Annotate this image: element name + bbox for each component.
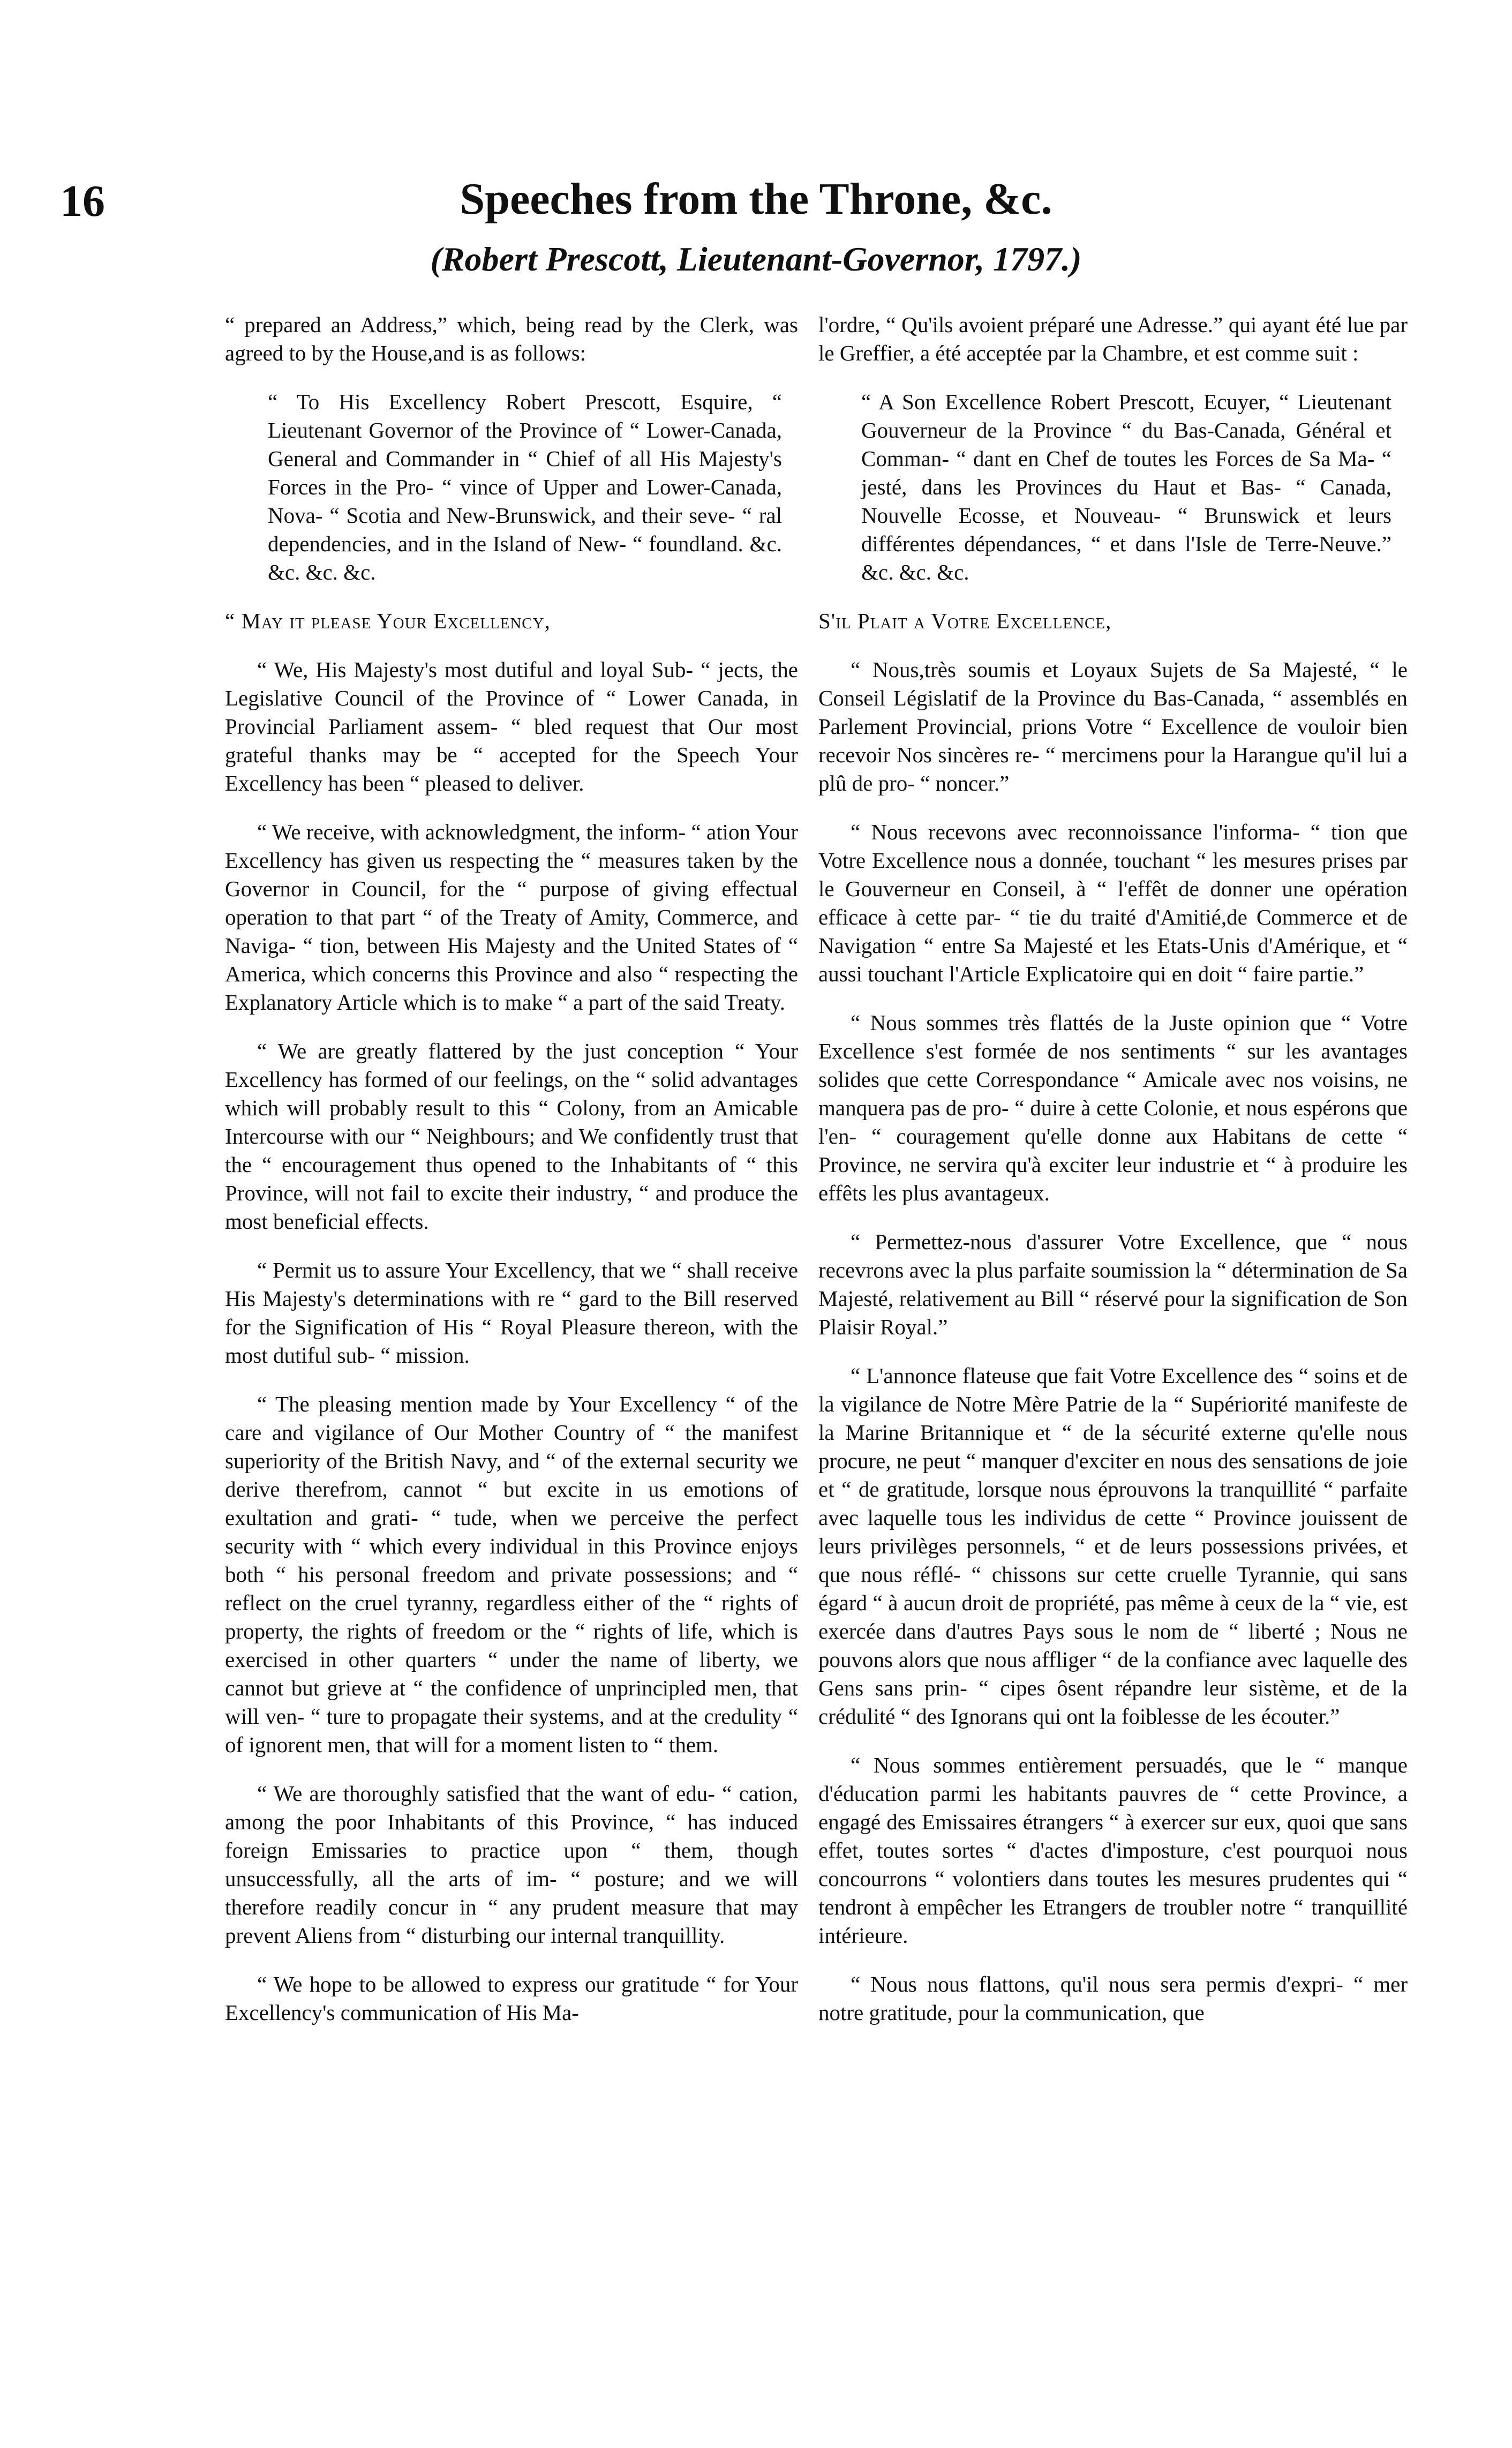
french-column — [818, 311, 1408, 2047]
french-paragraph: “ Nous sommes très flattés de la Juste opinion que “ Votre Excellence s'est formée de nos sentiments “ sur les avantages solides que cette Correspondance “ Amicale avec nos voisins, ne manquera pas de pro- “ duire à cette Colonie, et nous espérons que l'en- “ couragement qu'elle donne aux Habitans de cette “ Province, ne servira qu'à exciter leur industrie et “ à produire les effêts les plus avantageux. — [818, 1010, 1408, 1205]
english-salutation: “ May it please Your Excellency, — [225, 609, 551, 633]
english-paragraph: “ We are greatly flattered by the just conception “ Your Excellency has formed of our feelings, on the “ solid advantages which will probably result to this “ Colony, from an Amicable Intercourse with our “ Neighbours; and We confidently trust that the “ encouragement thus opened to the Inhabitants of “ this Province, will not fail to excite their industry, “ and produce the most beneficial effects. — [225, 1039, 798, 1234]
english-paragraph: “ We are thoroughly satisfied that the want of edu- “ cation, among the poor Inhabitants of this Province, “ has induced foreign Emissaries to practice upon “ them, though unsuccessfully, all the arts of im- “ posture; and we will therefore readily concur in “ any prudent measure that may prevent Aliens from “ disturbing our internal tranquillity. — [225, 1781, 798, 1948]
french-paragraph: “ Nous nous flattons, qu'il nous sera permis d'expri- “ mer notre gratitude, pour la communication, que — [818, 1972, 1408, 2025]
subtitle: (Robert Prescott, Lieutenant-Governor, 1797.) — [430, 240, 1082, 278]
page-number: 16 — [60, 176, 105, 226]
english-paragraph: “ Permit us to assure Your Excellency, that we “ shall receive His Majesty's determinations with re “ gard to the Bill reserved for the Signification of His “ Royal Pleasure thereon, with the most dutiful sub- “ mission. — [225, 1258, 798, 1368]
french-paragraph: “ Nous,très soumis et Loyaux Sujets de Sa Majesté, “ le Conseil Législatif de la Province du Bas-Canada, “ assemblés en Parlement Provincial, prions Votre “ Excellence de vouloir bien recevoir Nos sincères re- “ mercimens pour la Harangue qu'il lui a plû de pro- “ noncer.” — [818, 657, 1408, 795]
running-title: Speeches from the Throne, &c. — [460, 174, 1052, 224]
french-paragraph: “ L'annonce flateuse que fait Votre Excellence des “ soins et de la vigilance de Notre Mère Patrie de la “ Supériorité manifeste de la Marine Britannique et “ de la sécurité externe qu'elle nous procure, ne peut “ manquer d'exciter en nous des sensations de joie et “ de gratitude, lorsque nous éprouvons la tranquillité “ parfaite avec laquelle tous les individus de cette “ Province jouissent de leurs privilèges personnels, “ et de leurs possessions privées, et que nous réflé- “ chissons sur cette cruelle Tyrannie, qui sans égard “ à aucun droit de propriété, pas même à ceux de la “ vie, est exercée dans d'autres Pays sous le nom de “ liberté ; Nous ne pouvons alors que nous affliger “ de la confiance avec laquelle des Gens sans prin- “ cipes ôsent répandre leur sistème, et de la crédulité “ des Ignorans qui ont la foiblesse de les écouter.” — [818, 1363, 1408, 1729]
french-paragraph: “ Nous recevons avec reconnoissance l'informa- “ tion que Votre Excellence nous a donnée, touchant “ les mesures prises par le Gouverneur en Conseil, à “ l'effêt de donner une opération efficace à cette par- “ tie du traité d'Amitié,de Commerce et de Navigation “ entre Sa Majesté et les Etats-Unis d'Amérique, et “ aussi touchant l'Article Explicatoire qui en doit “ faire partie.” — [818, 820, 1408, 986]
french-intro: l'ordre, “ Qu'ils avoient préparé une Adresse.” qui ayant été lue par le Greffier, a été acceptée par la Chambre, et est comme suit : — [818, 312, 1408, 365]
french-salutation: S'il Plait a Votre Excellence, — [818, 609, 1112, 633]
english-paragraph: “ We receive, with acknowledgment, the inform- “ ation Your Excellency has given us respecting the “ measures taken by the Governor in Council, for the “ purpose of giving effectual operation to that part “ of the Treaty of Amity, Commerce, and Naviga- “ tion, between His Majesty and the United States of “ America, which concerns this Province and also “ respecting the Explanatory Article which is to make “ a part of the said Treaty. — [225, 820, 798, 1015]
french-paragraph: “ Permettez-nous d'assurer Votre Excellence, que “ nous recevrons avec la plus parfaite soumission la “ détermination de Sa Majesté, relativement au Bill “ réservé pour la signification de Son Plaisir Royal.” — [818, 1229, 1408, 1339]
english-paragraph: “ We hope to be allowed to express our gratitude “ for Your Excellency's communication of His Ma- — [225, 1972, 798, 2025]
english-paragraph: “ The pleasing mention made by Your Excellency “ of the care and vigilance of Our Mother Country of “ the manifest superiority of the British Navy, and “ of the external security we derive therefrom, cannot “ but excite in us emotions of exultation and grati- “ tude, when we perceive the perfect security with “ which every individual in this Province enjoys both “ his personal freedom and private possessions; and “ reflect on the cruel tyranny, regardless either of the “ rights of property, the rights of freedom or the “ rights of life, which is exercised in other quarters “ under the name of liberty, we cannot but grieve at “ the confidence of unprincipled men, that will ven- “ ture to propagate their systems, and at the credulity “ of ignorent men, that will for a moment listen to “ them. — [225, 1392, 798, 1757]
english-paragraph: “ We, His Majesty's most dutiful and loyal Sub- “ jects, the Legislative Council of the Province of “ Lower Canada, in Provincial Parliament assem- “ bled request that Our most grateful thanks may be “ accepted for the Speech Your Excellency has been “ pleased to deliver. — [225, 657, 798, 795]
english-column — [225, 311, 798, 2047]
french-address: “ A Son Excellence Robert Prescott, Ecuyer, “ Lieutenant Gouverneur de la Province “ du Bas-Canada, Général et Comman- “ dant en Chef de toutes les Forces de Sa Ma- “ jesté, dans les Provinces du Haut et Bas- “ Canada, Nouvelle Ecosse, et Nouveau- “ Brunswick et leurs différentes dépendances, “ et dans l'Isle de Terre-Neuve.” &c. &c. &c. — [861, 389, 1391, 584]
english-intro: “ prepared an Address,” which, being read by the Clerk, was agreed to by the House,and is as follows: — [225, 312, 798, 365]
english-address: “ To His Excellency Robert Prescott, Esquire, “ Lieutenant Governor of the Province of “ Lower-Canada, General and Commander in “ Chief of all His Majesty's Forces in the Pro- “ vince of Upper and Lower-Canada, Nova- “ Scotia and New-Brunswick, and their seve- “ ral dependencies, and in the Island of New- “ foundland. &c. &c. &c. &c. — [268, 389, 782, 584]
french-paragraph: “ Nous sommes entièrement persuadés, que le “ manque d'éducation parmi les habitants pauvres de “ cette Province, a engagé des Emissaires étrangers “ à exercer sur eux, quoi que sans effet, toutes sortes “ d'actes d'imposture, c'est pourquoi nous concourrons “ volontiers dans toutes les mesures prudentes qui “ tendront à empêcher les Etrangers de troubler notre “ tranquillité intérieure. — [818, 1753, 1408, 1948]
